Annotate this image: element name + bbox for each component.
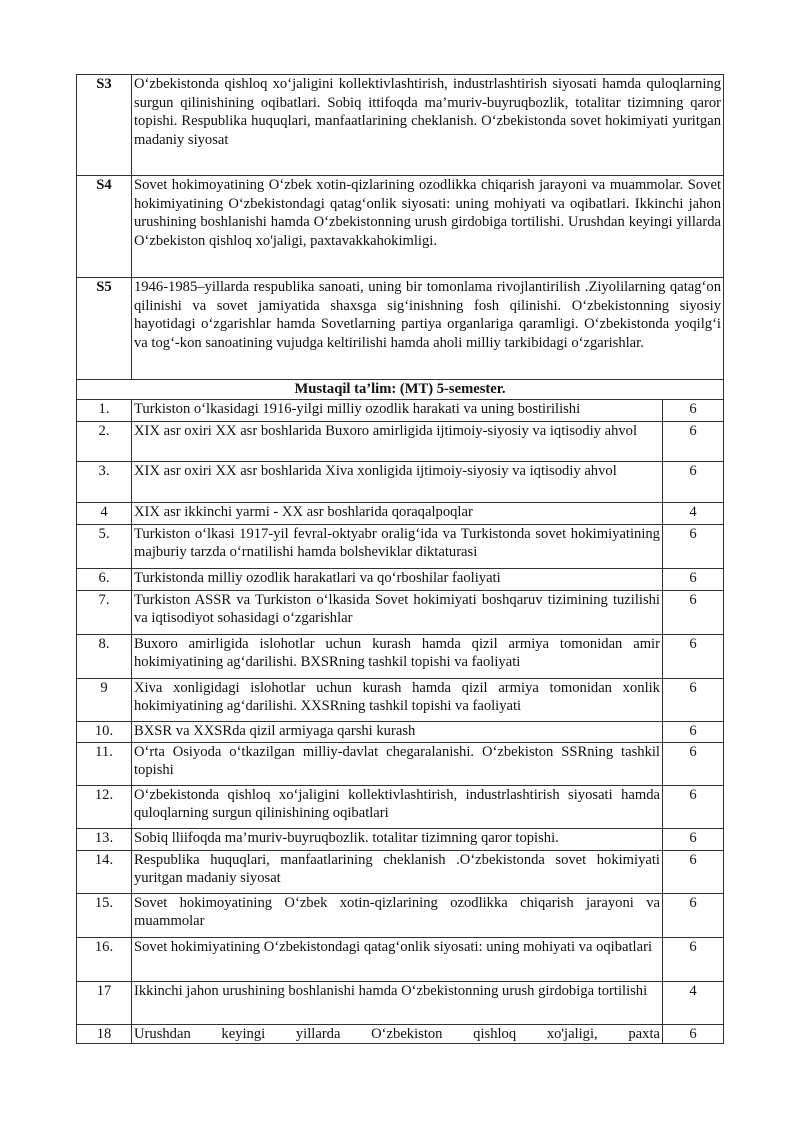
row-hours: 6 — [662, 568, 723, 590]
row-number: 15. — [77, 893, 132, 937]
row-number: 6. — [77, 568, 132, 590]
row-hours: 6 — [662, 850, 723, 893]
row-number: 9 — [77, 678, 132, 721]
syllabus-table — [76, 74, 724, 1044]
row-number: 18 — [77, 1024, 132, 1044]
row-topic: Turkistonda milliy ozodlik harakatlari va qo‘rboshilar faoliyati — [132, 568, 663, 590]
seminar-code: S4 — [77, 176, 132, 278]
seminar-topic: 1946-1985–yillarda respublika sanoati, uning bir tomonlama rivojlantirilish .Ziyolilarning qatag‘on qilinishi va sovet jamiyatida shaxsga sig‘inishning fosh qilinishi. O‘zbekistonning siyosiy hayotidagi o‘zgarishlar hamda Sovetlarning partiya organlariga qaramligi. O‘zbekistonda yoqilg‘i va tog‘-kon sanoatining vujudga keltirilishi hamda aholi milliy tarkibidagi o‘zgarishlar. — [132, 278, 724, 380]
row-hours: 6 — [662, 524, 723, 568]
row-number: 11. — [77, 742, 132, 785]
row-topic: BXSR va XXSRda qizil armiyaga qarshi kurash — [132, 721, 663, 742]
row-hours: 4 — [662, 502, 723, 524]
seminar-row — [77, 176, 724, 278]
row-topic: O‘rta Osiyoda o‘tkazilgan milliy-davlat chegaralanishi. O‘zbekiston SSRning tashkil topishi — [132, 742, 663, 785]
table-row — [77, 893, 724, 937]
table-row — [77, 678, 724, 721]
row-topic: Sobiq lliifoqda ma’muriv-buyruqbozlik. totalitar tizimning qaror topishi. — [132, 828, 663, 850]
table-row — [77, 937, 724, 981]
row-topic: Turkiston ASSR va Turkiston o‘lkasida Sovet hokimiyati boshqaruv tizimining tuzilishi va iqtisodiyot sohasidagi o‘zgarishlar — [132, 590, 663, 634]
row-hours: 6 — [662, 634, 723, 678]
table-row — [77, 634, 724, 678]
table-row — [77, 502, 724, 524]
row-hours: 6 — [662, 590, 723, 634]
row-hours: 6 — [662, 461, 723, 502]
row-topic: Sovet hokimoyatining O‘zbek xotin-qizlarining ozodlikka chiqarish jarayoni va muammolar — [132, 893, 663, 937]
row-number: 4 — [77, 502, 132, 524]
table-row — [77, 721, 724, 742]
row-hours: 6 — [662, 421, 723, 461]
row-topic: Sovet hokimiyatining O‘zbekistondagi qatag‘onlik siyosati: uning mohiyati va oqibatlari — [132, 937, 663, 981]
row-number: 1. — [77, 399, 132, 421]
table-row — [77, 421, 724, 461]
row-number: 13. — [77, 828, 132, 850]
row-topic: Xiva xonligidagi islohotlar uchun kurash hamda qizil armiya tomonidan xonlik hokimiyatining ag‘darilishi. XXSRning tashkil topishi va faoliyati — [132, 678, 663, 721]
row-topic — [132, 1024, 663, 1044]
row-topic: Turkiston o‘lkasidagi 1916-yilgi milliy ozodlik harakati va uning bostirilishi — [132, 399, 663, 421]
row-number: 17 — [77, 981, 132, 1024]
row-number: 10. — [77, 721, 132, 742]
seminar-topic: O‘zbekistonda qishloq xo‘jaligini kollektivlashtirish, industrlashtirish siyosati hamda quloqlarning surgun qilinishining oqibatlari. Sobiq ittifoqda ma’muriv-buyruqbozlik, totalitar tizimning qaror topishi. Respublika huquqlari, manfaatlarining cheklanish. O‘zbekistonda sovet hokimiyati yuritgan madaniy siyosat — [132, 75, 724, 176]
row-topic: Turkiston o‘lkasi 1917-yil fevral-oktyabr oralig‘ida va Turkistonda sovet hokimiyatining majburiy tarzda o‘rnatilishi hamda bolsheviklar diktaturasi — [132, 524, 663, 568]
table-row — [77, 590, 724, 634]
table-row — [77, 850, 724, 893]
row-number: 12. — [77, 785, 132, 828]
row-number: 8. — [77, 634, 132, 678]
row-number: 16. — [77, 937, 132, 981]
row-number: 7. — [77, 590, 132, 634]
row-hours: 6 — [662, 742, 723, 785]
row-hours: 4 — [662, 981, 723, 1024]
row-hours: 6 — [662, 678, 723, 721]
table-row — [77, 785, 724, 828]
seminar-topic: Sovet hokimoyatining O‘zbek xotin-qizlarining ozodlikka chiqarish jarayoni va muammolar. Sovet hokimiyatining O‘zbekistondagi qatag‘onlik siyosati: uning mohiyati va oqibatlari. Ikkinchi jahon urushining boshlanishi hamda O‘zbekistonning urush girdobiga tortilishi. Urushdan keyingi yillarda O‘zbekiston qishloq xo'jaligi, paxtavakkahokimligi. — [132, 176, 724, 278]
table-row — [77, 1024, 724, 1044]
row-hours: 6 — [662, 893, 723, 937]
row-hours: 6 — [662, 937, 723, 981]
row-hours: 6 — [662, 1024, 723, 1044]
row-hours: 6 — [662, 828, 723, 850]
table-row — [77, 828, 724, 850]
table-row — [77, 568, 724, 590]
table-row — [77, 981, 724, 1024]
row-hours: 6 — [662, 721, 723, 742]
row-topic: Respublika huquqlari, manfaatlarining cheklanish .O‘zbekistonda sovet hokimiyati yuritgan madaniy siyosat — [132, 850, 663, 893]
section-title: Mustaqil ta’lim: (MT) 5-semester. — [77, 380, 724, 400]
table-row — [77, 742, 724, 785]
table-row — [77, 399, 724, 421]
row-topic-text: Urushdan keyingi yillarda O‘zbekiston qishloq xo'jaligi, paxta — [134, 1025, 660, 1042]
seminar-code: S5 — [77, 278, 132, 380]
row-topic: Buxoro amirligida islohotlar uchun kurash hamda qizil armiya tomonidan amir hokimiyatining ag‘darilishi. BXSRning tashkil topishi va faoliyati — [132, 634, 663, 678]
row-topic: Ikkinchi jahon urushining boshlanishi hamda O‘zbekistonning urush girdobiga tortilishi — [132, 981, 663, 1024]
row-number: 2. — [77, 421, 132, 461]
seminar-code: S3 — [77, 75, 132, 176]
table-row — [77, 461, 724, 502]
row-topic: O‘zbekistonda qishloq xo‘jaligini kollektivlashtirish, industrlashtirish siyosati hamda quloqlarning surgun qilinishining oqibatlari — [132, 785, 663, 828]
table-row — [77, 524, 724, 568]
row-topic: XIX asr ikkinchi yarmi - XX asr boshlarida qoraqalpoqlar — [132, 502, 663, 524]
section-header-row — [77, 380, 724, 400]
row-number: 3. — [77, 461, 132, 502]
row-topic: XIX asr oxiri XX asr boshlarida Xiva xonligida ijtimoiy-siyosiy va iqtisodiy ahvol — [132, 461, 663, 502]
seminar-row — [77, 278, 724, 380]
seminar-row — [77, 75, 724, 176]
row-number: 5. — [77, 524, 132, 568]
row-hours: 6 — [662, 785, 723, 828]
row-number: 14. — [77, 850, 132, 893]
row-hours: 6 — [662, 399, 723, 421]
row-topic: XIX asr oxiri XX asr boshlarida Buxoro amirligida ijtimoiy-siyosiy va iqtisodiy ahvol — [132, 421, 663, 461]
